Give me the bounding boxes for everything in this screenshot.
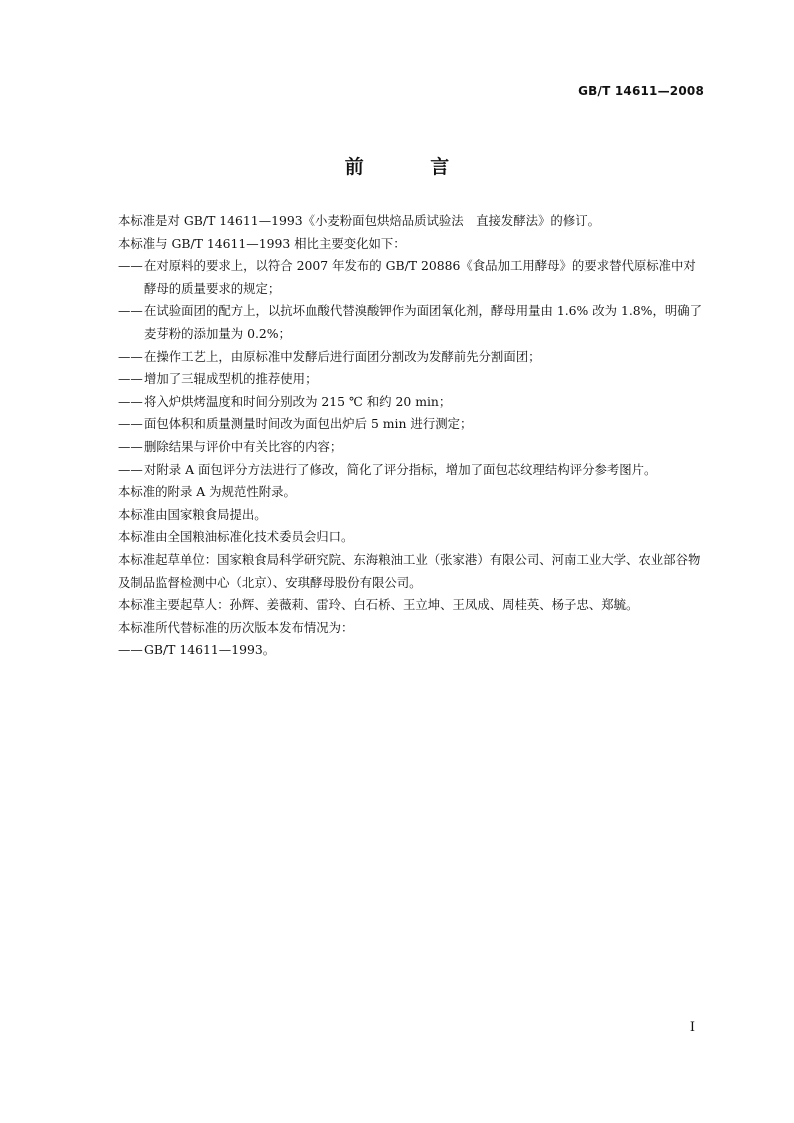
list-item: [118, 346, 706, 369]
page-title: 前 言: [344, 156, 480, 178]
list-item-text: 在试验面团的配方上，以抗坏血酸代替溴酸钾作为面团氧化剂，酵母用量由 1.6% 改为 1.8%，明确了麦芽粉的添加量为 0.2%；: [144, 303, 703, 341]
list-item: [118, 639, 706, 662]
dash-mark: ——: [118, 461, 143, 477]
list-item: [118, 300, 706, 345]
dash-mark: ——: [118, 642, 143, 658]
list-item-text: 对附录 A 面包评分方法进行了修改，简化了评分指标，增加了面包芯纹理结构评分参考图片。: [144, 461, 657, 477]
list-item: [118, 391, 706, 414]
dash-mark: ——: [118, 393, 143, 409]
dash-mark: ——: [118, 438, 143, 454]
list-item-text: 在操作工艺上，由原标准中发酵后进行面团分割改为发酵前先分割面团；: [144, 348, 541, 364]
dash-mark: ——: [118, 348, 143, 364]
dash-mark: ——: [118, 258, 143, 274]
list-item: [118, 436, 706, 459]
list-item: [118, 459, 706, 482]
page-number: I: [689, 1020, 695, 1035]
paragraph: 本标准由全国粮油标准化技术委员会归口。: [118, 529, 354, 545]
paragraph: 本标准的附录 A 为规范性附录。: [118, 484, 296, 500]
standard-code: GB/T 14611—2008: [578, 84, 704, 98]
paragraph: 本标准主要起草人：孙辉、姜薇莉、雷玲、白石桥、王立坤、王凤成、周桂英、杨子忠、郑毓。: [118, 597, 639, 613]
list-item-text: 将入炉烘烤温度和时间分别改为 215 ℃ 和约 20 min；: [144, 393, 452, 409]
list-item: [118, 255, 706, 300]
paragraph: 本标准由国家粮食局提出。: [118, 506, 267, 522]
list-item: [118, 413, 706, 436]
paragraph: 本标准起草单位：国家粮食局科学研究院、东海粮油工业（张家港）有限公司、河南工业大学、农业部谷物及制品监督检测中心（北京）、安琪酵母股份有限公司。: [118, 551, 701, 590]
list-item-text: 删除结果与评价中有关比容的内容；: [144, 438, 343, 454]
dash-mark: ——: [118, 303, 143, 319]
list-item-text: 增加了三辊成型机的推荐使用；: [144, 371, 318, 387]
document-body: [118, 210, 706, 662]
dash-mark: ——: [118, 416, 143, 432]
paragraph: 本标准与 GB/T 14611—1993 相比主要变化如下：: [118, 235, 406, 251]
list-item-text: 在对原料的要求上，以符合 2007 年发布的 GB/T 20886《食品加工用酵母》的要求替代原标准中对酵母的质量要求的规定；: [144, 258, 696, 296]
paragraph: 本标准是对 GB/T 14611—1993《小麦粉面包烘焙品质试验法 直接发酵法》的修订。: [118, 213, 600, 228]
list-item-text: 面包体积和质量测量时间改为面包出炉后 5 min 进行测定；: [144, 416, 473, 432]
list-item: [118, 368, 706, 391]
dash-mark: ——: [118, 371, 143, 387]
list-item-text: GB/T 14611—1993。: [144, 642, 276, 658]
paragraph: 本标准所代替标准的历次版本发布情况为：: [118, 619, 354, 635]
